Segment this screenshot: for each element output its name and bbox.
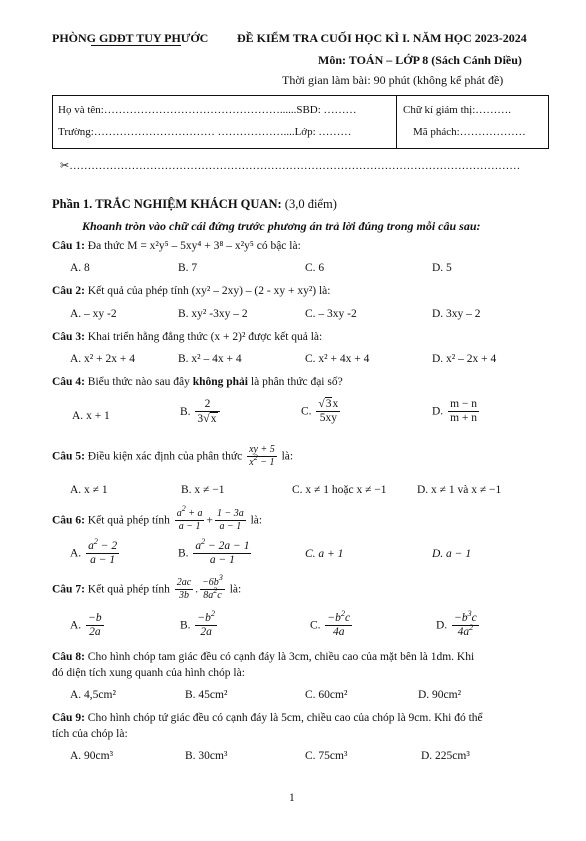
q8-text: Cho hình chóp tam giác đều có cạnh đáy là 3cm, chiều cao của mặt bên là 1dm. Khi — [84, 651, 475, 663]
q5-option-d[interactable]: D. x ≠ 1 và x ≠ −1 — [417, 484, 502, 496]
q2-option-a[interactable]: A. – xy -2 — [70, 308, 117, 320]
q3-option-a[interactable]: A. x² + 2x + 4 — [70, 353, 135, 365]
q4-text-pre: Biểu thức nào sau đây — [84, 376, 193, 388]
q4-text-bold: không phải — [192, 376, 249, 388]
page-number: 1 — [289, 792, 295, 804]
q1-label: Câu 1: — [52, 240, 85, 252]
q2-option-b[interactable]: B. xy² -3xy – 2 — [178, 308, 248, 320]
q4-a-expr: x + 1 — [86, 410, 110, 422]
question-2 — [52, 285, 330, 297]
q6-option-b[interactable]: B. $\frac{a^2 - 2a - 1}{a - 1}$ — [178, 537, 250, 566]
question-6: Câu 6: Kết quả phép tính $\frac{a^2 + a}{a - 1}$ + $\frac{1 - 3a}{a - 1}$ là: — [52, 504, 263, 532]
q4-d-letter: D. — [432, 405, 444, 418]
q9-option-b[interactable]: B. 30cm³ — [185, 750, 228, 762]
q7-option-d[interactable]: D. $\frac{-b^3c}{4a^2}$ — [436, 609, 477, 638]
q7-text: Kết quả phép tính — [84, 583, 170, 596]
q4-b-letter: B. — [180, 406, 191, 418]
part1-score: (3,0 điểm) — [281, 197, 337, 211]
q7-option-c[interactable]: C. $\frac{-b^2c}{4a}$ — [310, 609, 351, 638]
q4-option-a[interactable] — [72, 410, 110, 422]
q9-option-c[interactable]: C. 75cm³ — [305, 750, 348, 762]
q4-option-b[interactable]: B. $\frac{2}{3√x}$ — [180, 398, 222, 426]
q1-text: Đa thức M = x²y⁵ – 5xy⁴ + 3⁸ – x²y⁵ có bậc là: — [84, 240, 301, 252]
q1-option-d[interactable]: D. 5 — [432, 262, 452, 274]
q7-c-letter: C. — [310, 619, 321, 632]
q5-label: Câu 5: — [52, 450, 85, 463]
q6-b-letter: B. — [178, 547, 189, 560]
q8-option-c[interactable]: C. 60cm² — [305, 689, 348, 701]
question-5: Câu 5: Điều kiện xác định của phân thức $\frac{xy + 5}{x^2 - 1}$ là: — [52, 444, 294, 468]
q7-option-b[interactable]: B. $\frac{-b^2}{2a}$ — [180, 609, 215, 638]
q8-option-b[interactable]: B. 45cm² — [185, 689, 228, 701]
q9-text: Cho hình chóp tứ giác đều có cạnh đáy là 5cm, chiều cao của chóp là 9cm. Khi đó thể — [84, 712, 483, 724]
q7-tail: là: — [226, 583, 242, 596]
question-4 — [52, 376, 343, 388]
q9-option-a[interactable]: A. 90cm³ — [70, 750, 114, 762]
q3-option-b[interactable]: B. x² – 4x + 4 — [178, 353, 242, 365]
name-field[interactable]: Họ và tên:…………………………………………......SBD: ……… — [58, 104, 357, 116]
q9-option-d[interactable]: D. 225cm³ — [421, 750, 470, 762]
school-field[interactable]: Trường:…………………………… ………………....Lớp: ……… — [58, 126, 352, 138]
q7-d-letter: D. — [436, 619, 448, 632]
q9-text-line2: tích của chóp là: — [52, 728, 128, 740]
q6-text: Kết quả phép tính — [84, 514, 170, 527]
subject-line: Môn: TOÁN – LỚP 8 (Sách Cánh Diều) — [318, 53, 522, 67]
question-8 — [52, 651, 474, 663]
q5-option-b[interactable]: B. x ≠ −1 — [181, 484, 225, 496]
q6-option-d[interactable]: D. a − 1 — [432, 548, 472, 560]
cut-line: ✂…………………………………………………………………………………………………………… — [60, 160, 521, 172]
q4-a-letter: A. — [72, 410, 84, 422]
q3-option-d[interactable]: D. x² – 2x + 4 — [432, 353, 497, 365]
student-info-box — [52, 95, 549, 149]
q6-option-a[interactable]: A. $\frac{a^2 - 2}{a - 1}$ — [70, 537, 118, 566]
q5-option-a[interactable]: A. x ≠ 1 — [70, 484, 108, 496]
q8-label: Câu 8: — [52, 651, 85, 663]
q4-option-d[interactable]: D. $\frac{m - n}{m + n}$ — [432, 398, 477, 424]
part1-title: Phần 1. TRẮC NGHIỆM KHÁCH QUAN: — [52, 197, 282, 211]
q2-label: Câu 2: — [52, 285, 85, 297]
exam-code-field[interactable]: Mã phách:……………… — [413, 126, 526, 138]
q4-c-letter: C. — [301, 405, 312, 418]
q6-option-c[interactable]: C. a + 1 — [305, 548, 344, 560]
question-3 — [52, 331, 322, 343]
q7-a-letter: A. — [70, 619, 82, 632]
q3-text: Khai triển hằng đẳng thức (x + 2)² được kết quả là: — [84, 331, 323, 343]
examiner-signature-field[interactable]: Chữ kí giám thị:………. — [403, 104, 512, 116]
q7-b-letter: B. — [180, 619, 191, 632]
q8-text-line2: đó diện tích xung quanh của hình chóp là: — [52, 667, 245, 679]
q7-option-a[interactable]: A. $\frac{-b}{2a}$ — [70, 612, 102, 638]
q9-label: Câu 9: — [52, 712, 85, 724]
q1-option-c[interactable]: C. 6 — [305, 262, 325, 274]
q2-text: Kết quả của phép tính (xy² – 2xy) – (2 - xy + xy²) là: — [84, 285, 331, 297]
q1-option-a[interactable]: A. 8 — [70, 262, 90, 274]
question-7: Câu 7: Kết quả phép tính $\frac{2ac}{3b}$ . $\frac{-6b^3}{8a^2c}$ là: — [52, 573, 242, 601]
part1-instruction: Khoanh tròn vào chữ cái đứng trước phương án trả lời đúng trong mỗi câu sau: — [82, 219, 481, 233]
q2-option-c[interactable]: C. – 3xy -2 — [305, 308, 357, 320]
header-underline — [91, 45, 181, 46]
q3-label: Câu 3: — [52, 331, 85, 343]
q4-option-c[interactable]: C. $\frac{√3x}{5xy}$ — [301, 398, 339, 424]
q6-tail: là: — [247, 514, 263, 527]
q1-option-b[interactable]: B. 7 — [178, 262, 198, 274]
q4-label: Câu 4: — [52, 376, 85, 388]
q5-text: Điều kiện xác định của phân thức — [84, 450, 243, 463]
q4-text-post: là phân thức đại số? — [248, 376, 343, 388]
q5-option-c[interactable]: C. x ≠ 1 hoặc x ≠ −1 — [292, 484, 387, 496]
exam-title: ĐỀ KIỂM TRA CUỐI HỌC KÌ I. NĂM HỌC 2023-2024 — [237, 31, 527, 45]
info-box-divider — [396, 96, 397, 148]
department-name: PHÒNG GDĐT TUY PHƯỚC — [52, 31, 209, 45]
q8-option-d[interactable]: D. 90cm² — [418, 689, 462, 701]
q6-label: Câu 6: — [52, 514, 85, 527]
q5-tail: là: — [278, 450, 294, 463]
q7-label: Câu 7: — [52, 583, 85, 596]
part1-heading — [52, 197, 337, 212]
question-1 — [52, 240, 301, 252]
time-line: Thời gian làm bài: 90 phút (không kể phát đề) — [282, 73, 504, 87]
q6-a-letter: A. — [70, 547, 82, 560]
q8-option-a[interactable]: A. 4,5cm² — [70, 689, 116, 701]
question-9 — [52, 712, 483, 724]
q2-option-d[interactable]: D. 3xy – 2 — [432, 308, 481, 320]
q3-option-c[interactable]: C. x² + 4x + 4 — [305, 353, 370, 365]
